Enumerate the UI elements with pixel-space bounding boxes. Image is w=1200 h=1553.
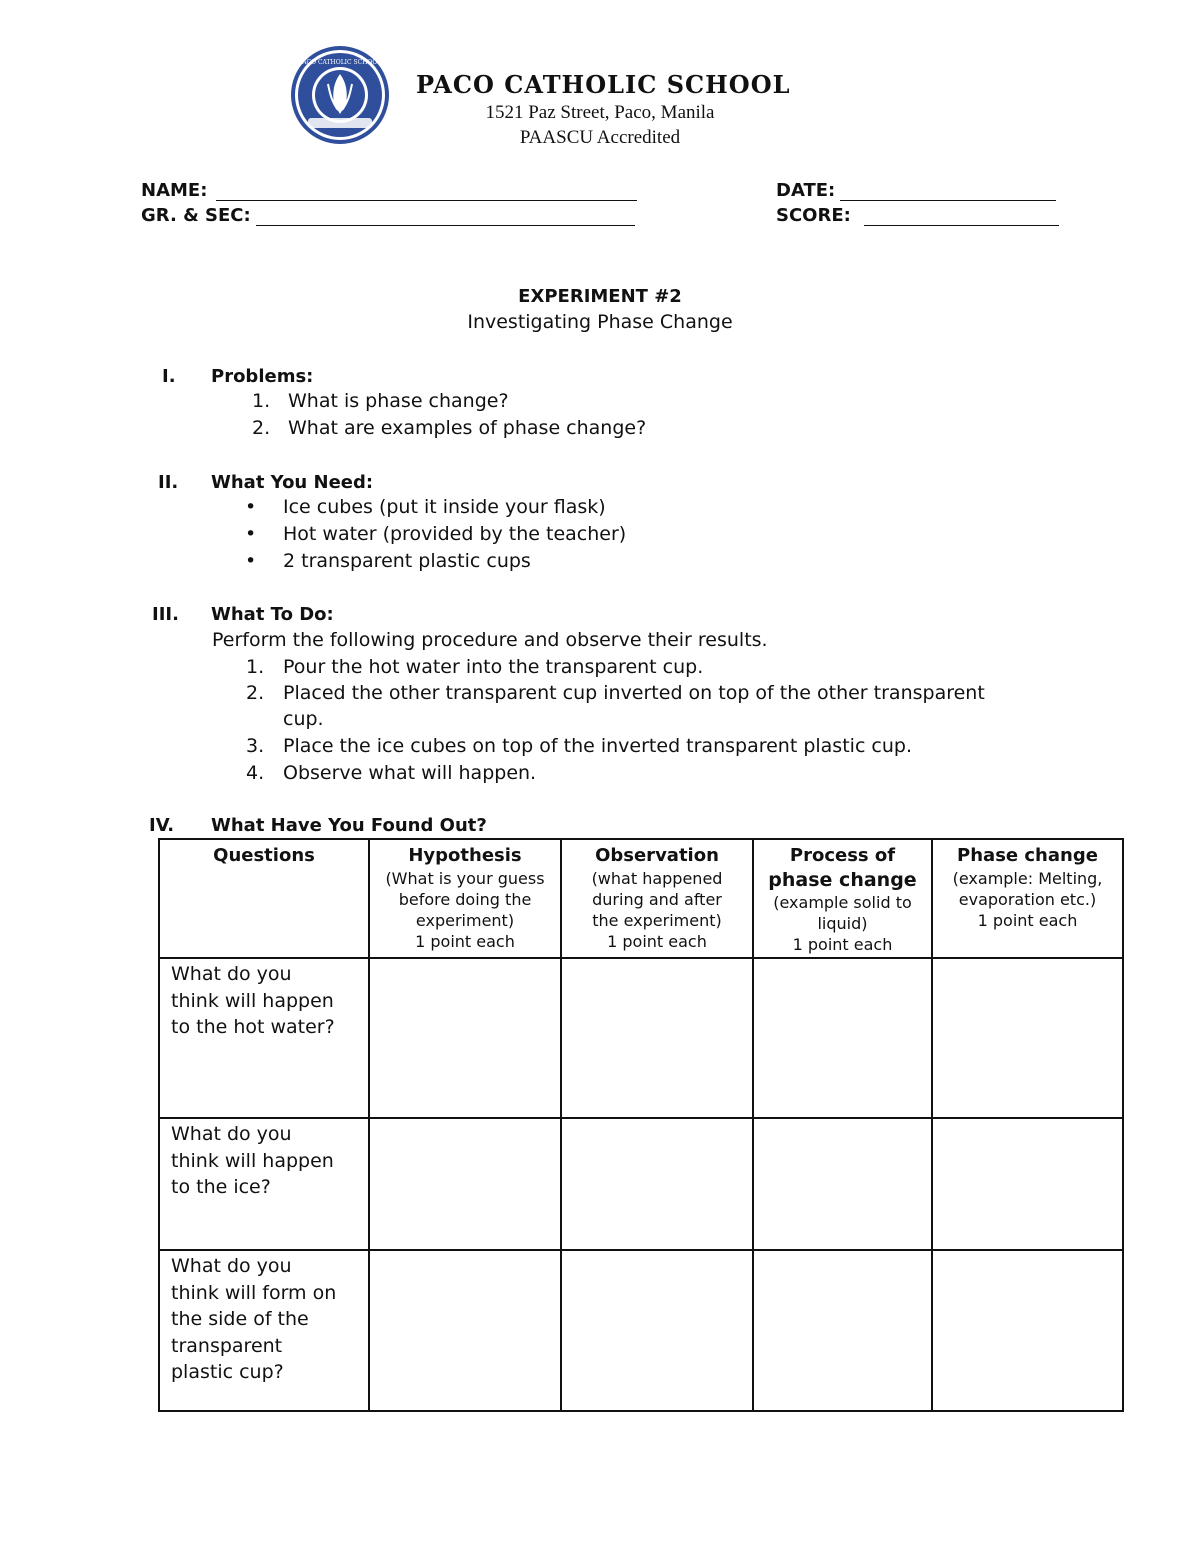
grade-section-label: GR. & SEC: bbox=[141, 205, 251, 226]
process-answer-cell[interactable] bbox=[753, 1250, 932, 1411]
todo-step: Place the ice cubes on top of the inverted transparent plastic cup. bbox=[283, 735, 913, 757]
todo-step-continued: cup. bbox=[283, 708, 324, 730]
todo-step: Placed the other transparent cup inverted on top of the other transparent bbox=[283, 682, 985, 704]
observation-answer-cell[interactable] bbox=[561, 958, 753, 1118]
score-label: SCORE: bbox=[776, 205, 851, 226]
header-hypothesis: Hypothesis (What is your guess before doing the experiment) 1 point each bbox=[369, 839, 561, 958]
grade-section-field[interactable] bbox=[256, 225, 635, 226]
todo-intro: Perform the following procedure and observe their results. bbox=[212, 629, 768, 651]
bullet-icon: • bbox=[245, 550, 257, 572]
process-answer-cell[interactable] bbox=[753, 958, 932, 1118]
list-number: 1. bbox=[246, 656, 265, 678]
name-label: NAME: bbox=[141, 180, 208, 201]
name-field[interactable] bbox=[216, 200, 637, 201]
date-label: DATE: bbox=[776, 180, 836, 201]
table-header-row bbox=[159, 839, 1123, 958]
question-cell: What do you think will happen to the hot water? bbox=[159, 958, 369, 1118]
list-number: 3. bbox=[246, 735, 265, 757]
school-address: 1521 Paz Street, Paco, Manila bbox=[485, 102, 715, 123]
table-row bbox=[159, 1118, 1123, 1250]
accreditation: PAASCU Accredited bbox=[519, 127, 681, 148]
list-number: 4. bbox=[246, 762, 265, 784]
section-number: IV. bbox=[149, 815, 175, 836]
observation-answer-cell[interactable] bbox=[561, 1118, 753, 1250]
bullet-icon: • bbox=[245, 496, 257, 518]
school-name: PACO CATHOLIC SCHOOL bbox=[416, 70, 791, 99]
header-process: Process of phase change (example solid to liquid) 1 point each bbox=[753, 839, 932, 958]
results-table bbox=[158, 838, 1124, 1412]
section-number: III. bbox=[152, 604, 179, 625]
header-observation: Observation (what happened during and after the experiment) 1 point each bbox=[561, 839, 753, 958]
bullet-icon: • bbox=[245, 523, 257, 545]
logo-text: PACO CATHOLIC SCHOOL bbox=[298, 59, 382, 66]
problems-heading: Problems: bbox=[211, 366, 314, 387]
question-cell: What do you think will happen to the ice? bbox=[159, 1118, 369, 1250]
problem-item: What is phase change? bbox=[288, 390, 509, 412]
need-item: Ice cubes (put it inside your flask) bbox=[283, 496, 606, 518]
todo-step: Pour the hot water into the transparent cup. bbox=[283, 656, 704, 678]
hypothesis-answer-cell[interactable] bbox=[369, 958, 561, 1118]
question-cell: What do you think will form on the side of the transparent plastic cup? bbox=[159, 1250, 369, 1411]
process-answer-cell[interactable] bbox=[753, 1118, 932, 1250]
need-item: 2 transparent plastic cups bbox=[283, 550, 531, 572]
problem-item: What are examples of phase change? bbox=[288, 417, 647, 439]
phase-change-answer-cell[interactable] bbox=[932, 1118, 1123, 1250]
table-row bbox=[159, 1250, 1123, 1411]
todo-heading: What To Do: bbox=[211, 604, 334, 625]
section-number: I. bbox=[162, 366, 176, 387]
observation-answer-cell[interactable] bbox=[561, 1250, 753, 1411]
table-row bbox=[159, 958, 1123, 1118]
found-heading: What Have You Found Out? bbox=[211, 815, 487, 836]
hypothesis-answer-cell[interactable] bbox=[369, 1118, 561, 1250]
list-number: 1. bbox=[252, 390, 271, 412]
todo-step: Observe what will happen. bbox=[283, 762, 537, 784]
header-phase-change: Phase change (example: Melting, evaporation etc.) 1 point each bbox=[932, 839, 1123, 958]
need-heading: What You Need: bbox=[211, 472, 374, 493]
date-field[interactable] bbox=[840, 200, 1056, 201]
experiment-subtitle: Investigating Phase Change bbox=[467, 311, 733, 333]
header-questions: Questions bbox=[159, 839, 369, 958]
phase-change-answer-cell[interactable] bbox=[932, 958, 1123, 1118]
score-field[interactable] bbox=[864, 225, 1059, 226]
list-number: 2. bbox=[252, 417, 271, 439]
list-number: 2. bbox=[246, 682, 265, 704]
phase-change-answer-cell[interactable] bbox=[932, 1250, 1123, 1411]
need-item: Hot water (provided by the teacher) bbox=[283, 523, 627, 545]
experiment-title: EXPERIMENT #2 bbox=[518, 286, 682, 307]
section-number: II. bbox=[158, 472, 179, 493]
hypothesis-answer-cell[interactable] bbox=[369, 1250, 561, 1411]
